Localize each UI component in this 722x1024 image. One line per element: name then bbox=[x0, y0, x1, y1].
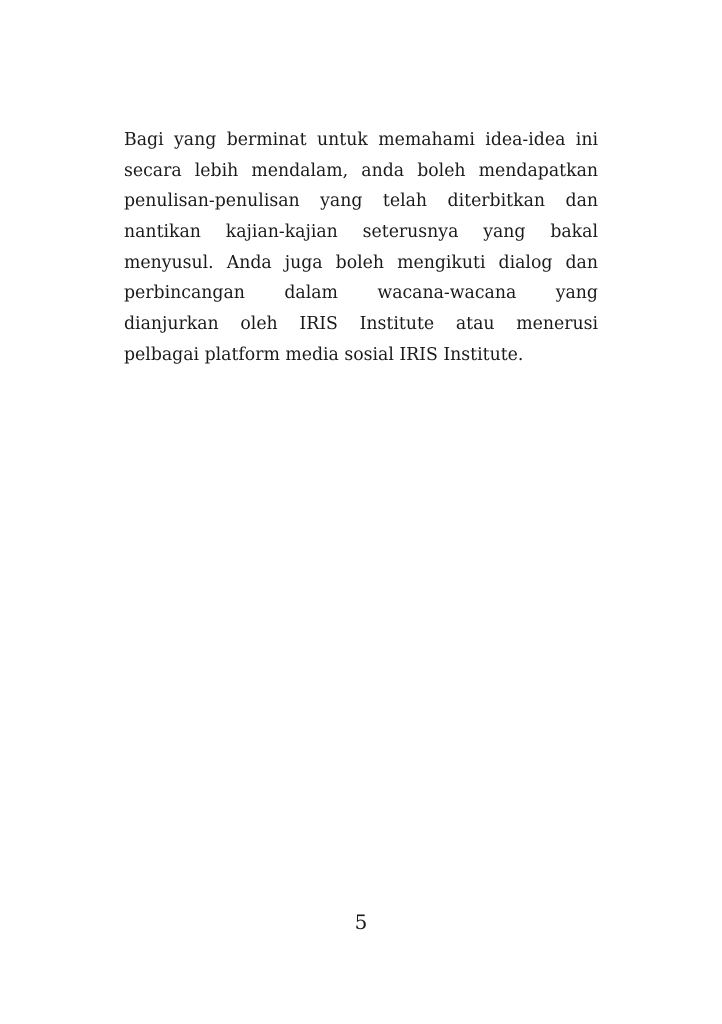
paragraph-line: penulisan-penulisan yang telah diterbitkan dan bbox=[124, 191, 598, 212]
page-number: 5 bbox=[354, 910, 368, 934]
paragraph-line: perbincangan dalam wacana-wacana yang bbox=[124, 283, 598, 304]
paragraph-line-last: pelbagai platform media sosial IRIS Institute. bbox=[124, 344, 524, 365]
body-paragraph bbox=[124, 125, 598, 371]
paragraph-line: menyusul. Anda juga boleh mengikuti dialog dan bbox=[124, 252, 598, 273]
paragraph-line: dianjurkan oleh IRIS Institute atau menerusi bbox=[124, 314, 598, 335]
paragraph-line: nantikan kajian-kajian seterusnya yang bakal bbox=[124, 222, 598, 243]
paragraph-line: Bagi yang berminat untuk memahami idea-idea ini bbox=[124, 130, 598, 150]
paragraph-line: secara lebih mendalam, anda boleh mendapatkan bbox=[124, 160, 598, 181]
